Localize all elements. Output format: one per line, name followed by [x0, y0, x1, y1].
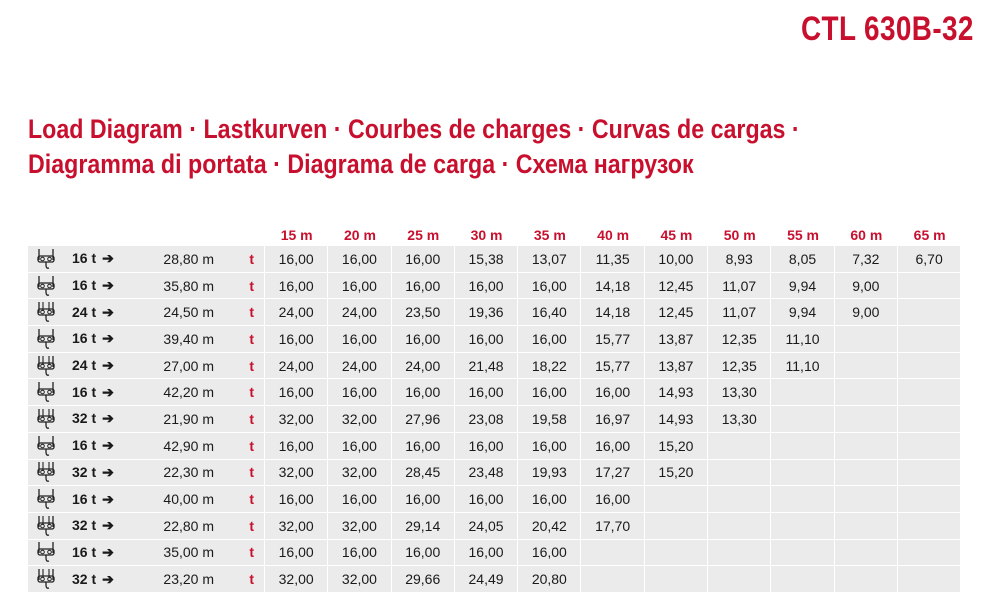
capacity-cell: 32,00	[328, 566, 391, 593]
table-row	[28, 513, 961, 540]
capacity-cell	[835, 486, 898, 513]
jib-length: 39,40 m	[124, 326, 214, 353]
capacity-cell	[708, 460, 771, 487]
heading-line-2: Diagramma di portata · Diagrama de carga · Схема нагрузок	[28, 149, 694, 179]
4-fall-hook-icon	[28, 513, 64, 540]
jib-length: 21,90 m	[124, 406, 214, 433]
capacity-cell: 16,00	[518, 379, 581, 406]
capacity-cell: 16,00	[265, 273, 328, 300]
capacity-cell: 16,00	[392, 273, 455, 300]
capacity-cell	[898, 379, 961, 406]
capacity-cell	[645, 486, 708, 513]
load-cell	[64, 273, 124, 300]
capacity-cell	[898, 566, 961, 593]
arrow-right-icon: ➔	[102, 517, 114, 534]
capacity-cell	[898, 299, 961, 326]
capacity-cell: 20,42	[518, 513, 581, 540]
capacity-cell: 32,00	[265, 460, 328, 487]
unit-label: t	[214, 379, 265, 406]
capacity-cell	[835, 566, 898, 593]
capacity-cell: 11,10	[771, 326, 834, 353]
capacity-cell: 8,05	[771, 246, 834, 273]
load-cell	[64, 566, 124, 593]
unit-label: t	[214, 353, 265, 380]
capacity-cell	[835, 406, 898, 433]
unit-label: t	[214, 326, 265, 353]
capacity-cell: 32,00	[265, 566, 328, 593]
unit-label: t	[214, 460, 265, 487]
capacity-cell: 32,00	[328, 513, 391, 540]
unit-label: t	[214, 513, 265, 540]
capacity-cell: 16,00	[581, 486, 644, 513]
capacity-cell: 16,00	[328, 433, 391, 460]
jib-length: 28,80 m	[124, 246, 214, 273]
capacity-cell	[771, 566, 834, 593]
capacity-cell	[898, 273, 961, 300]
capacity-cell: 15,77	[581, 353, 644, 380]
load-cell	[64, 379, 124, 406]
capacity-cell	[898, 433, 961, 460]
capacity-cell	[708, 513, 771, 540]
arrow-right-icon: ➔	[102, 410, 114, 427]
capacity-cell: 14,93	[645, 379, 708, 406]
capacity-cell	[835, 326, 898, 353]
capacity-cell: 12,35	[708, 353, 771, 380]
capacity-cell: 29,14	[392, 513, 455, 540]
load-cell	[64, 460, 124, 487]
header-spacer	[28, 224, 64, 246]
load-value: 16 t	[72, 330, 97, 347]
capacity-cell: 16,00	[518, 540, 581, 567]
capacity-cell: 16,00	[328, 273, 391, 300]
jib-length: 24,50 m	[124, 299, 214, 326]
capacity-cell	[645, 566, 708, 593]
capacity-cell: 21,48	[455, 353, 518, 380]
capacity-cell: 12,45	[645, 299, 708, 326]
load-value: 16 t	[72, 490, 97, 507]
capacity-cell: 32,00	[328, 406, 391, 433]
arrow-right-icon: ➔	[102, 277, 114, 294]
jib-length: 35,80 m	[124, 273, 214, 300]
capacity-cell: 17,70	[581, 513, 644, 540]
load-cell	[64, 433, 124, 460]
capacity-cell: 16,00	[455, 273, 518, 300]
radius-header: 65 m	[913, 227, 946, 243]
capacity-cell: 16,00	[328, 486, 391, 513]
capacity-cell	[771, 486, 834, 513]
load-value: 16 t	[72, 543, 97, 560]
table-row	[28, 273, 961, 300]
radius-header: 25 m	[407, 227, 440, 243]
capacity-cell: 16,00	[518, 326, 581, 353]
capacity-cell	[581, 540, 644, 567]
capacity-cell: 11,35	[581, 246, 644, 273]
arrow-right-icon: ➔	[102, 463, 114, 480]
capacity-cell: 13,07	[518, 246, 581, 273]
capacity-cell: 16,00	[328, 540, 391, 567]
header-spacer	[124, 224, 214, 246]
load-cell	[64, 326, 124, 353]
load-value: 24 t	[72, 357, 97, 374]
capacity-cell: 24,00	[328, 299, 391, 326]
capacity-cell: 16,00	[265, 433, 328, 460]
load-cell	[64, 406, 124, 433]
capacity-cell: 24,00	[392, 353, 455, 380]
capacity-cell: 14,93	[645, 406, 708, 433]
capacity-cell: 7,32	[835, 246, 898, 273]
4-fall-hook-icon	[28, 460, 64, 487]
capacity-cell	[771, 406, 834, 433]
capacity-cell: 14,18	[581, 273, 644, 300]
header-spacer	[214, 224, 265, 246]
capacity-cell: 9,94	[771, 299, 834, 326]
arrow-right-icon: ➔	[102, 330, 114, 347]
capacity-cell: 16,00	[392, 433, 455, 460]
capacity-cell: 16,00	[581, 433, 644, 460]
capacity-cell: 16,00	[392, 379, 455, 406]
capacity-cell: 16,00	[265, 246, 328, 273]
radius-header: 50 m	[723, 227, 756, 243]
table-row	[28, 486, 961, 513]
arrow-right-icon: ➔	[102, 357, 114, 374]
capacity-cell	[645, 513, 708, 540]
capacity-cell: 10,00	[645, 246, 708, 273]
capacity-cell: 6,70	[898, 246, 961, 273]
capacity-cell: 19,93	[518, 460, 581, 487]
capacity-cell: 16,00	[455, 486, 518, 513]
2-fall-hook-icon	[28, 246, 64, 273]
table-row	[28, 246, 961, 273]
capacity-cell: 9,00	[835, 299, 898, 326]
capacity-cell: 16,00	[455, 433, 518, 460]
capacity-cell: 18,22	[518, 353, 581, 380]
capacity-cell	[708, 566, 771, 593]
capacity-cell: 16,40	[518, 299, 581, 326]
capacity-cell: 15,77	[581, 326, 644, 353]
2-fall-hook-icon	[28, 273, 64, 300]
capacity-cell: 16,00	[518, 433, 581, 460]
capacity-cell: 32,00	[328, 460, 391, 487]
capacity-cell: 16,00	[392, 486, 455, 513]
capacity-cell	[835, 513, 898, 540]
4-fall-hook-icon	[28, 406, 64, 433]
arrow-right-icon: ➔	[102, 303, 114, 320]
header-spacer	[64, 224, 124, 246]
radius-header: 30 m	[470, 227, 503, 243]
arrow-right-icon: ➔	[102, 543, 114, 560]
table-row	[28, 566, 961, 593]
arrow-right-icon: ➔	[102, 250, 114, 267]
capacity-cell: 15,38	[455, 246, 518, 273]
unit-label: t	[214, 273, 265, 300]
capacity-cell	[835, 460, 898, 487]
arrow-right-icon: ➔	[102, 570, 114, 587]
capacity-cell: 13,87	[645, 353, 708, 380]
capacity-cell: 32,00	[265, 406, 328, 433]
capacity-cell	[708, 486, 771, 513]
capacity-cell: 19,36	[455, 299, 518, 326]
unit-label: t	[214, 406, 265, 433]
capacity-cell: 16,00	[265, 379, 328, 406]
jib-length: 40,00 m	[124, 486, 214, 513]
capacity-cell: 16,00	[265, 486, 328, 513]
capacity-cell	[771, 540, 834, 567]
radius-header: 20 m	[343, 227, 376, 243]
capacity-cell: 11,10	[771, 353, 834, 380]
2-fall-hook-icon	[28, 326, 64, 353]
capacity-cell	[645, 540, 708, 567]
capacity-cell: 24,05	[455, 513, 518, 540]
capacity-cell: 14,18	[581, 299, 644, 326]
capacity-cell	[771, 433, 834, 460]
capacity-cell	[898, 513, 961, 540]
capacity-cell: 23,08	[455, 406, 518, 433]
load-cell	[64, 540, 124, 567]
capacity-cell: 16,00	[518, 486, 581, 513]
load-cell	[64, 299, 124, 326]
capacity-cell	[835, 540, 898, 567]
capacity-cell: 16,00	[455, 540, 518, 567]
radius-header: 45 m	[660, 227, 693, 243]
4-fall-hook-icon	[28, 299, 64, 326]
capacity-cell: 27,96	[392, 406, 455, 433]
radius-header: 60 m	[850, 227, 883, 243]
capacity-cell: 17,27	[581, 460, 644, 487]
load-value: 32 t	[72, 410, 97, 427]
unit-label: t	[214, 540, 265, 567]
capacity-cell	[898, 353, 961, 380]
load-value: 16 t	[72, 437, 97, 454]
load-value: 16 t	[72, 383, 97, 400]
capacity-cell: 16,00	[581, 379, 644, 406]
radius-header: 15 m	[280, 227, 313, 243]
jib-length: 22,80 m	[124, 513, 214, 540]
capacity-cell: 16,00	[455, 326, 518, 353]
2-fall-hook-icon	[28, 379, 64, 406]
2-fall-hook-icon	[28, 486, 64, 513]
unit-label: t	[214, 299, 265, 326]
load-cell	[64, 246, 124, 273]
table-row	[28, 433, 961, 460]
unit-label: t	[214, 486, 265, 513]
arrow-right-icon: ➔	[102, 490, 114, 507]
capacity-cell: 16,00	[455, 379, 518, 406]
capacity-cell: 9,94	[771, 273, 834, 300]
load-table	[28, 224, 961, 593]
capacity-cell: 19,58	[518, 406, 581, 433]
capacity-cell	[898, 326, 961, 353]
capacity-cell: 16,00	[328, 246, 391, 273]
unit-label: t	[214, 246, 265, 273]
capacity-cell	[835, 379, 898, 406]
radius-header: 40 m	[597, 227, 630, 243]
capacity-cell: 11,07	[708, 273, 771, 300]
radius-header-row	[28, 224, 961, 246]
capacity-cell	[898, 460, 961, 487]
table-row	[28, 353, 961, 380]
table-row	[28, 460, 961, 487]
table-row	[28, 299, 961, 326]
capacity-cell	[708, 433, 771, 460]
capacity-cell: 16,00	[392, 540, 455, 567]
capacity-cell: 13,30	[708, 379, 771, 406]
load-value: 32 t	[72, 517, 97, 534]
unit-label: t	[214, 566, 265, 593]
capacity-cell: 24,49	[455, 566, 518, 593]
capacity-cell: 8,93	[708, 246, 771, 273]
arrow-right-icon: ➔	[102, 437, 114, 454]
jib-length: 22,30 m	[124, 460, 214, 487]
capacity-cell: 9,00	[835, 273, 898, 300]
radius-header: 55 m	[787, 227, 819, 243]
model-title: CTL 630B-32	[801, 10, 974, 48]
table-row	[28, 326, 961, 353]
load-cell	[64, 513, 124, 540]
table-row	[28, 406, 961, 433]
arrow-right-icon: ➔	[102, 383, 114, 400]
load-value: 24 t	[72, 303, 97, 320]
load-value: 32 t	[72, 463, 97, 480]
capacity-cell: 28,45	[392, 460, 455, 487]
table-row	[28, 379, 961, 406]
capacity-cell: 13,30	[708, 406, 771, 433]
capacity-cell	[835, 433, 898, 460]
capacity-cell: 16,00	[518, 273, 581, 300]
capacity-cell	[898, 486, 961, 513]
load-table-body	[28, 246, 961, 593]
capacity-cell: 24,00	[328, 353, 391, 380]
2-fall-hook-icon	[28, 433, 64, 460]
capacity-cell: 15,20	[645, 433, 708, 460]
jib-length: 42,20 m	[124, 379, 214, 406]
capacity-cell: 23,50	[392, 299, 455, 326]
capacity-cell: 16,00	[328, 326, 391, 353]
load-diagram-heading	[28, 112, 854, 182]
load-value: 16 t	[72, 277, 97, 294]
4-fall-hook-icon	[28, 566, 64, 593]
capacity-cell: 24,00	[265, 299, 328, 326]
load-value: 32 t	[72, 570, 97, 587]
jib-length: 23,20 m	[124, 566, 214, 593]
capacity-cell	[581, 566, 644, 593]
capacity-cell	[835, 353, 898, 380]
jib-length: 42,90 m	[124, 433, 214, 460]
unit-label: t	[214, 433, 265, 460]
capacity-cell: 32,00	[265, 513, 328, 540]
capacity-cell	[898, 540, 961, 567]
table-row	[28, 540, 961, 567]
capacity-cell: 16,00	[265, 326, 328, 353]
load-value: 16 t	[72, 250, 97, 267]
capacity-cell: 16,97	[581, 406, 644, 433]
capacity-cell	[771, 379, 834, 406]
jib-length: 35,00 m	[124, 540, 214, 567]
jib-length: 27,00 m	[124, 353, 214, 380]
load-cell	[64, 486, 124, 513]
capacity-cell: 16,00	[392, 246, 455, 273]
capacity-cell: 16,00	[265, 540, 328, 567]
capacity-cell	[771, 460, 834, 487]
load-cell	[64, 353, 124, 380]
capacity-cell	[771, 513, 834, 540]
capacity-cell	[898, 406, 961, 433]
4-fall-hook-icon	[28, 353, 64, 380]
heading-line-1: Load Diagram · Lastkurven · Courbes de charges · Curvas de cargas ·	[28, 114, 800, 144]
capacity-cell: 12,35	[708, 326, 771, 353]
capacity-cell: 11,07	[708, 299, 771, 326]
capacity-cell: 29,66	[392, 566, 455, 593]
2-fall-hook-icon	[28, 540, 64, 567]
capacity-cell: 23,48	[455, 460, 518, 487]
capacity-cell	[708, 540, 771, 567]
radius-header: 35 m	[533, 227, 566, 243]
capacity-cell: 20,80	[518, 566, 581, 593]
capacity-cell: 12,45	[645, 273, 708, 300]
capacity-cell: 16,00	[328, 379, 391, 406]
capacity-cell: 16,00	[392, 326, 455, 353]
capacity-cell: 15,20	[645, 460, 708, 487]
capacity-cell: 13,87	[645, 326, 708, 353]
capacity-cell: 24,00	[265, 353, 328, 380]
